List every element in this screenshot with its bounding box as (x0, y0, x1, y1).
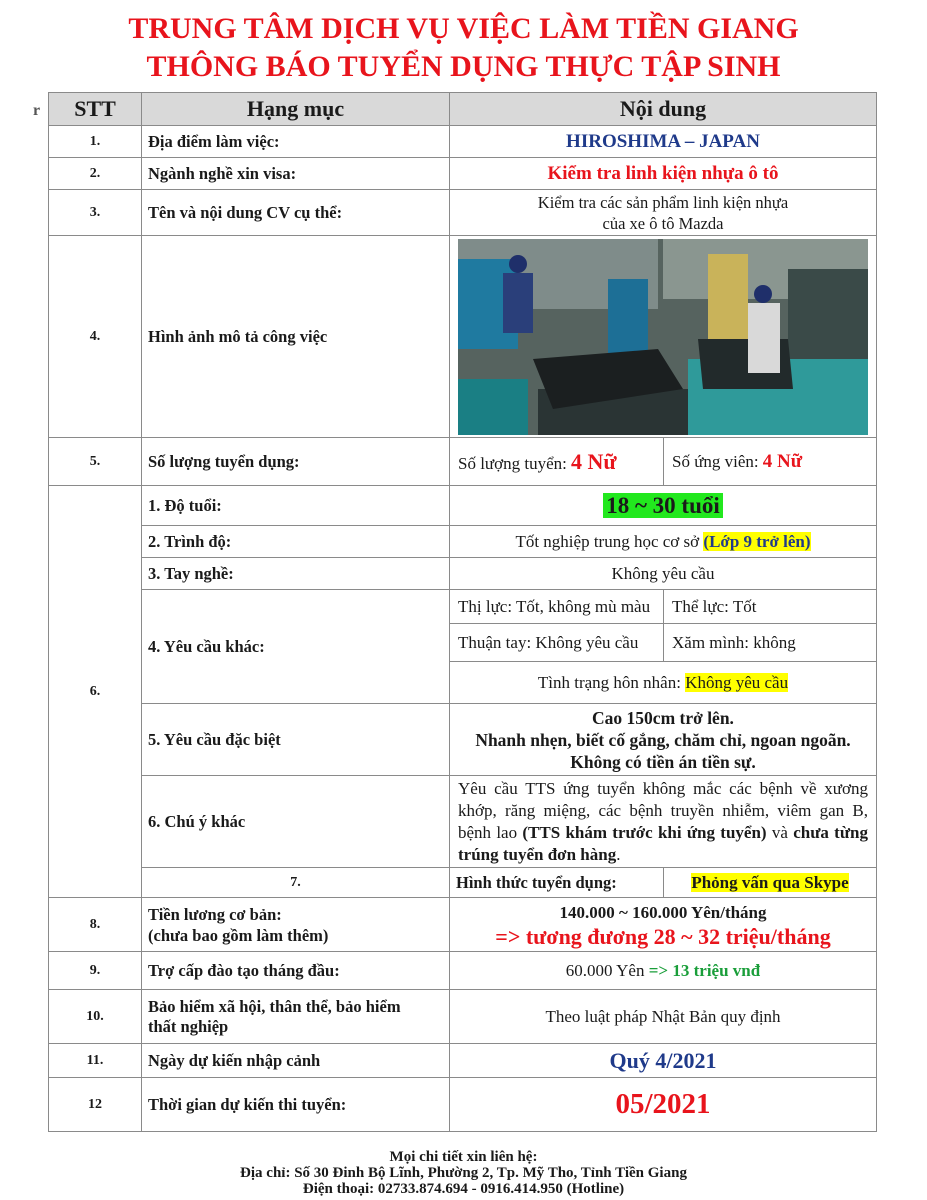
row-label: Hình ảnh mô tả công việc (142, 236, 450, 438)
row-number: 12 (49, 1078, 142, 1132)
row-number: 6. (49, 486, 142, 898)
row-label: (chưa bao gồm làm thêm) (148, 925, 329, 945)
row-label: 4. Yêu cầu khác: (142, 590, 450, 704)
candidates-label: Số ứng viên: (672, 451, 759, 471)
row-number: 11. (49, 1044, 142, 1078)
table-row (49, 868, 877, 898)
footer-contact-title: Mọi chi tiết xin liên hệ: (389, 1149, 538, 1165)
exam-date: 05/2021 (450, 1078, 877, 1132)
age-range: 18 ~ 30 tuổi (603, 493, 723, 518)
job-description-line: Kiểm tra các sản phẩm linh kiện nhựa (537, 192, 789, 212)
training-allowance-yen: 60.000 Yên (565, 960, 649, 980)
table-row (49, 776, 877, 868)
table-header-row (49, 93, 877, 126)
special-requirement-line: Nhanh nhẹn, biết cố gắng, chăm chỉ, ngoan ngoãn. Không có tiền án tiền sự. (475, 729, 851, 772)
row-number: 5. (49, 438, 142, 486)
work-location: HIROSHIMA – JAPAN (450, 126, 877, 158)
col-header-stt: STT (49, 93, 142, 126)
note-bold: chưa từng trúng tuyển đơn hàng (458, 822, 868, 864)
row-label: Hình thức tuyển dụng: (450, 868, 664, 898)
marital-label: Tình trạng hôn nhân: (537, 672, 686, 692)
note-text: và (766, 822, 794, 842)
vision-requirement: Thị lực: Tốt, không mù màu (450, 590, 664, 624)
footer-address: Địa chỉ: Số 30 Đinh Bộ Lĩnh, Phường 2, Tp. Mỹ Tho, Tỉnh Tiền Giang (240, 1165, 687, 1181)
table-row (49, 486, 877, 526)
table-row (49, 126, 877, 158)
note-text: Yêu cầu TTS ứng tuyển không mắc các bệnh về xương khớp, răng miệng, các bệnh truyền nhiễm, viêm gan B, bệnh lao (458, 778, 868, 842)
skill-value: Không yêu cầu (450, 558, 877, 590)
work-photo (458, 239, 868, 435)
visa-occupation: Kiểm tra linh kiện nhựa ô tô (450, 158, 877, 190)
row-label: Tiền lương cơ bản: (148, 904, 282, 924)
table-row (49, 1044, 877, 1078)
table-row (49, 704, 877, 776)
row-number: 9. (49, 952, 142, 990)
row-number: 3. (49, 190, 142, 236)
row-label: 3. Tay nghề: (142, 558, 450, 590)
special-requirement-line: Cao 150cm trở lên. (592, 707, 734, 728)
row-label: Tên và nội dung CV cụ thể: (142, 190, 450, 236)
table-row (49, 190, 877, 236)
education-note: (Lớp 9 trở lên) (703, 531, 811, 551)
row-label: thất nghiệp (148, 1016, 229, 1036)
row-number: 7. (142, 868, 450, 898)
quota-label: Số lượng tuyển: (458, 453, 567, 473)
row-label: Số lượng tuyển dụng: (142, 438, 450, 486)
note-bold: (TTS khám trước khi ứng tuyển) (522, 822, 767, 842)
row-label: Bảo hiểm xã hội, thân thể, bảo hiểm (148, 996, 401, 1016)
row-number: 2. (49, 158, 142, 190)
insurance-value: Theo luật pháp Nhật Bản quy định (450, 990, 877, 1044)
handedness-requirement: Thuận tay: Không yêu cầu (450, 624, 664, 662)
table-row (49, 990, 877, 1044)
table-row (49, 236, 877, 438)
table-row (49, 526, 877, 558)
row-label: 2. Trình độ: (142, 526, 450, 558)
row-number: 4. (49, 236, 142, 438)
tattoo-requirement: Xăm mình: không (664, 624, 877, 662)
footer-phone: Điện thoại: 02733.874.694 - 0916.414.950 (Hotline) (302, 1181, 625, 1197)
row-label: Thời gian dự kiến thi tuyển: (142, 1078, 450, 1132)
table-row (49, 438, 877, 486)
table-row (49, 898, 877, 952)
education-value: Tốt nghiệp trung học cơ sở (515, 531, 704, 551)
row-label: 5. Yêu cầu đặc biệt (142, 704, 450, 776)
margin-mark: r (33, 102, 41, 119)
job-description-line: của xe ô tô Mazda (602, 213, 724, 233)
row-label: Ngành nghề xin visa: (142, 158, 450, 190)
row-label: 6. Chú ý khác (142, 776, 450, 868)
recruitment-table (48, 92, 877, 1132)
row-number: 10. (49, 990, 142, 1044)
marital-value: Không yêu cầu (685, 672, 789, 692)
quota-value: 4 Nữ (571, 448, 617, 474)
row-number: 8. (49, 898, 142, 952)
row-label: Trợ cấp đào tạo tháng đầu: (142, 952, 450, 990)
table-row (49, 158, 877, 190)
candidates-value: 4 Nữ (762, 450, 803, 472)
row-label: Địa điểm làm việc: (142, 126, 450, 158)
entry-date: Quý 4/2021 (450, 1044, 877, 1078)
row-label: Ngày dự kiến nhập cảnh (142, 1044, 450, 1078)
salary-yen: 140.000 ~ 160.000 Yên/tháng (559, 902, 767, 922)
table-row (49, 590, 877, 624)
table-row (49, 952, 877, 990)
note-text: . (616, 844, 621, 864)
training-allowance-vnd: => 13 triệu vnđ (648, 960, 761, 980)
row-number: 1. (49, 126, 142, 158)
table-row (49, 558, 877, 590)
col-header-content: Nội dung (450, 93, 877, 126)
salary-vnd: => tương đương 28 ~ 32 triệu/tháng (495, 923, 831, 949)
table-row (49, 1078, 877, 1132)
col-header-category: Hạng mục (142, 93, 450, 126)
row-label: 1. Độ tuổi: (142, 486, 450, 526)
header-title: TRUNG TÂM DỊCH VỤ VIỆC LÀM TIỀN GIANG (128, 12, 799, 45)
recruitment-method: Phỏng vấn qua Skype (691, 872, 849, 892)
fitness-requirement: Thể lực: Tốt (664, 590, 877, 624)
header-subtitle: THÔNG BÁO TUYỂN DỤNG THỰC TẬP SINH (146, 50, 781, 83)
